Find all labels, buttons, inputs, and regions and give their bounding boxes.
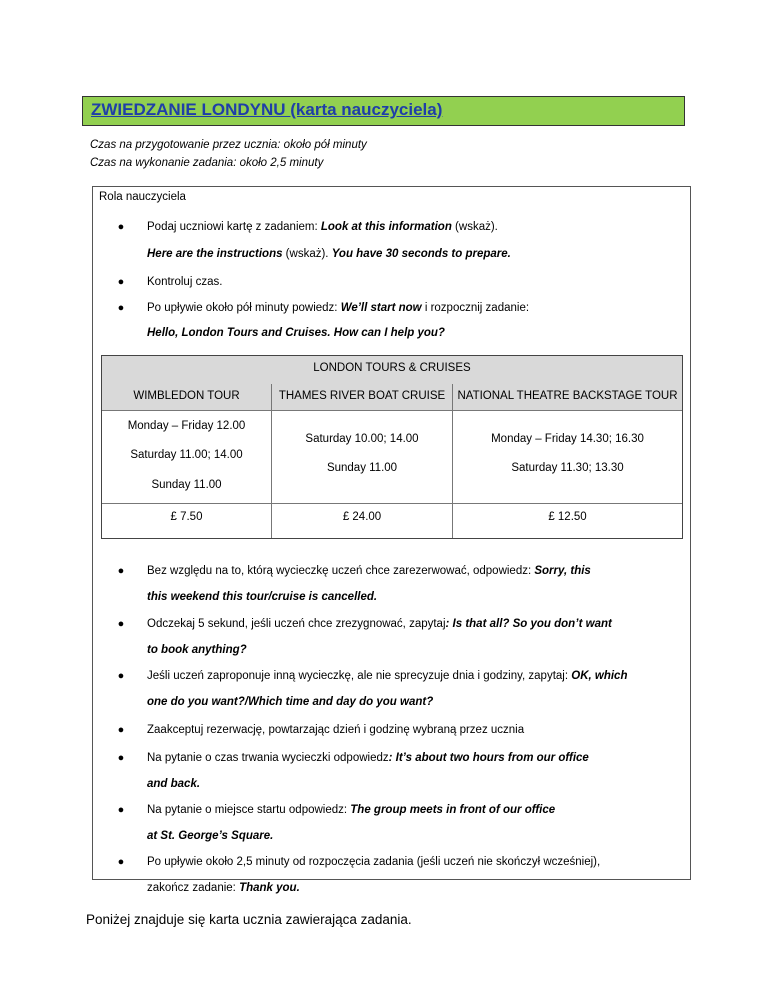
prep-time: Czas na przygotowanie przez ucznia: około pół minuty [90,139,367,151]
title-banner [82,96,685,126]
instruction-1-cont: Here are the instructions (wskaż). You have 30 seconds to prepare. [147,248,511,260]
instruction-2: Kontroluj czas. [147,276,223,288]
instruction-1: Podaj uczniowi kartę z zadaniem: Look at this information (wskaż). [147,221,498,233]
price-cell: £ 12.50 [548,511,587,523]
bullet-icon: ● [117,856,125,868]
role-heading: Rola nauczyciela [99,191,186,203]
bullet-icon: ● [117,670,125,682]
column-header: NATIONAL THEATRE BACKSTAGE TOUR [453,384,682,411]
price-cell: £ 24.00 [342,511,382,523]
schedule-cell: Saturday 11.00; 14.00 [130,449,243,461]
instruction-7: Zaakceptuj rezerwację, powtarzając dzień i godzinę wybraną przez ucznia [147,724,525,736]
instruction-3: Po upływie około pół minuty powiedz: We’ll start now i rozpocznij zadanie: [147,302,530,314]
bullet-icon: ● [117,302,125,314]
tours-table-title: LONDON TOURS & CRUISES [313,362,471,374]
bullet-icon: ● [117,221,125,233]
instruction-10-cont: zakończ zadanie: Thank you. [147,882,300,894]
instruction-6: Jeśli uczeń zaproponuje inną wycieczkę, ale nie sprecyzuje dnia i godziny, zapytaj: OK, which [147,670,628,682]
tours-table-header [102,356,682,385]
tours-table [101,355,683,539]
schedule-cell: Monday – Friday 14.30; 16.30 [491,433,644,445]
schedule-cell: Monday – Friday 12.00 [127,420,246,432]
bullet-icon: ● [117,752,125,764]
price-row-divider [102,503,682,504]
instruction-9-cont: at St. George’s Square. [147,830,274,842]
schedule-cell: Saturday 11.30; 13.30 [511,462,624,474]
bullet-icon: ● [117,276,125,288]
instruction-4-cont: this weekend this tour/cruise is cancelled. [147,591,378,603]
page-title: ZWIEDZANIE LONDYNU (karta nauczyciela) [91,100,443,119]
instruction-5: Odczekaj 5 sekund, jeśli uczeń chce zrezygnować, zapytaj: Is that all? So you don’t want [147,618,612,630]
schedule-cell: Saturday 10.00; 14.00 [305,433,419,445]
schedule-cell: Sunday 11.00 [151,479,222,491]
instruction-4: Bez względu na to, którą wycieczkę uczeń chce zarezerwować, odpowiedz: Sorry, this [147,565,591,577]
instruction-6-cont: one do you want?/Which time and day do you want? [147,696,434,708]
teacher-role-box [92,186,691,894]
bullet-icon: ● [117,804,125,816]
task-time: Czas na wykonanie zadania: około 2,5 minuty [90,157,324,169]
column-header: THAMES RIVER BOAT CRUISE [272,384,452,411]
bullet-icon: ● [117,724,125,736]
instruction-8-cont: and back. [147,778,201,790]
instruction-10: Po upływie około 2,5 minuty od rozpoczęcia zadania (jeśli uczeń nie skończył wcześniej), [147,856,601,868]
instruction-9: Na pytanie o miejsce startu odpowiedz: The group meets in front of our office [147,804,556,816]
instruction-5-cont: to book anything? [147,644,247,656]
instruction-8: Na pytanie o czas trwania wycieczki odpowiedz: It’s about two hours from our office [147,752,589,764]
bullet-icon: ● [117,618,125,630]
price-cell: £ 7.50 [170,511,203,523]
bullet-icon: ● [117,565,125,577]
instruction-3-greeting: Hello, London Tours and Cruises. How can I help you? [147,327,445,339]
schedule-cell: Sunday 11.00 [326,462,398,474]
footer-note: Poniżej znajduje się karta ucznia zawierająca zadania. [86,912,412,927]
column-header: WIMBLEDON TOUR [102,384,271,411]
